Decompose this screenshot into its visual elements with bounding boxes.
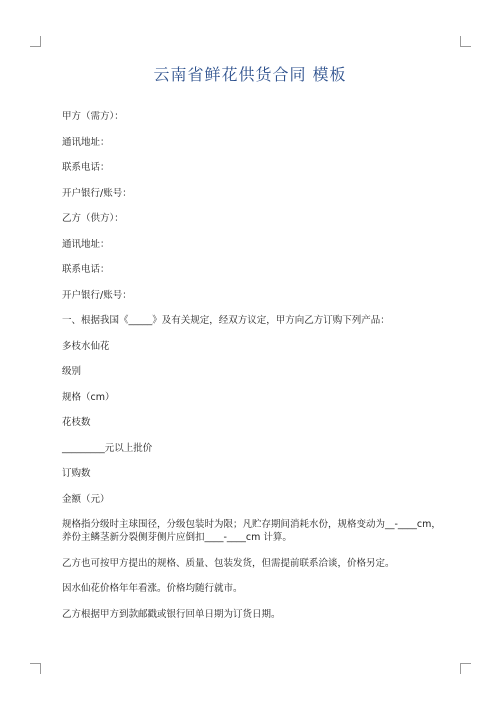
order-quantity-label: 订购数 <box>62 468 91 479</box>
document-body <box>62 110 442 633</box>
crop-mark-bottom-right <box>460 663 471 674</box>
grade-label: 级别 <box>62 366 82 377</box>
custom-spec-paragraph: 乙方也可按甲方提出的规格、质量、包装发货，但需提前联系洽谈，价格另定。 <box>62 557 395 569</box>
price-paragraph: 因水仙花价格年年看涨。价格均随行就市。 <box>62 583 243 594</box>
size-spec-paragraph: 规格指分级时主球围径，分级包装时为限；凡贮存期间消耗水份，规格变动为__-____cm，养份主鳞茎新分裂侧芽侧片应倒扣____-____cm 计算。 <box>62 519 441 543</box>
party-b-bank-account: 开户银行/账号： <box>62 289 132 301</box>
amount-label: 金额（元） <box>62 493 110 505</box>
order-date-paragraph: 乙方根据甲方到款邮戳或银行回单日期为订货日期。 <box>62 608 281 620</box>
wholesale-price-label: _________元以上批价 <box>62 442 153 454</box>
size-label: 规格（cm） <box>62 391 115 403</box>
document-title: 云南省鲜花供货合同 模板 <box>153 65 347 84</box>
stem-count-label: 花枝数 <box>62 417 91 428</box>
party-a-label: 甲方（需方）： <box>62 111 124 122</box>
party-a-address: 通讯地址： <box>62 136 110 148</box>
party-b-phone: 联系电话： <box>62 264 110 275</box>
clause-one: 一、根据我国《_____》及有关规定，经双方议定，甲方向乙方订购下列产品： <box>62 315 390 326</box>
crop-mark-bottom-left <box>30 663 41 674</box>
party-a-bank-account: 开户银行/账号： <box>62 187 132 199</box>
party-a-phone: 联系电话： <box>62 162 110 173</box>
party-b-label: 乙方（供方）： <box>62 213 124 224</box>
crop-mark-top-left <box>30 36 41 47</box>
party-b-address: 通讯地址： <box>62 238 110 250</box>
product-name: 多枝水仙花 <box>62 340 110 352</box>
crop-mark-top-right <box>460 36 471 47</box>
